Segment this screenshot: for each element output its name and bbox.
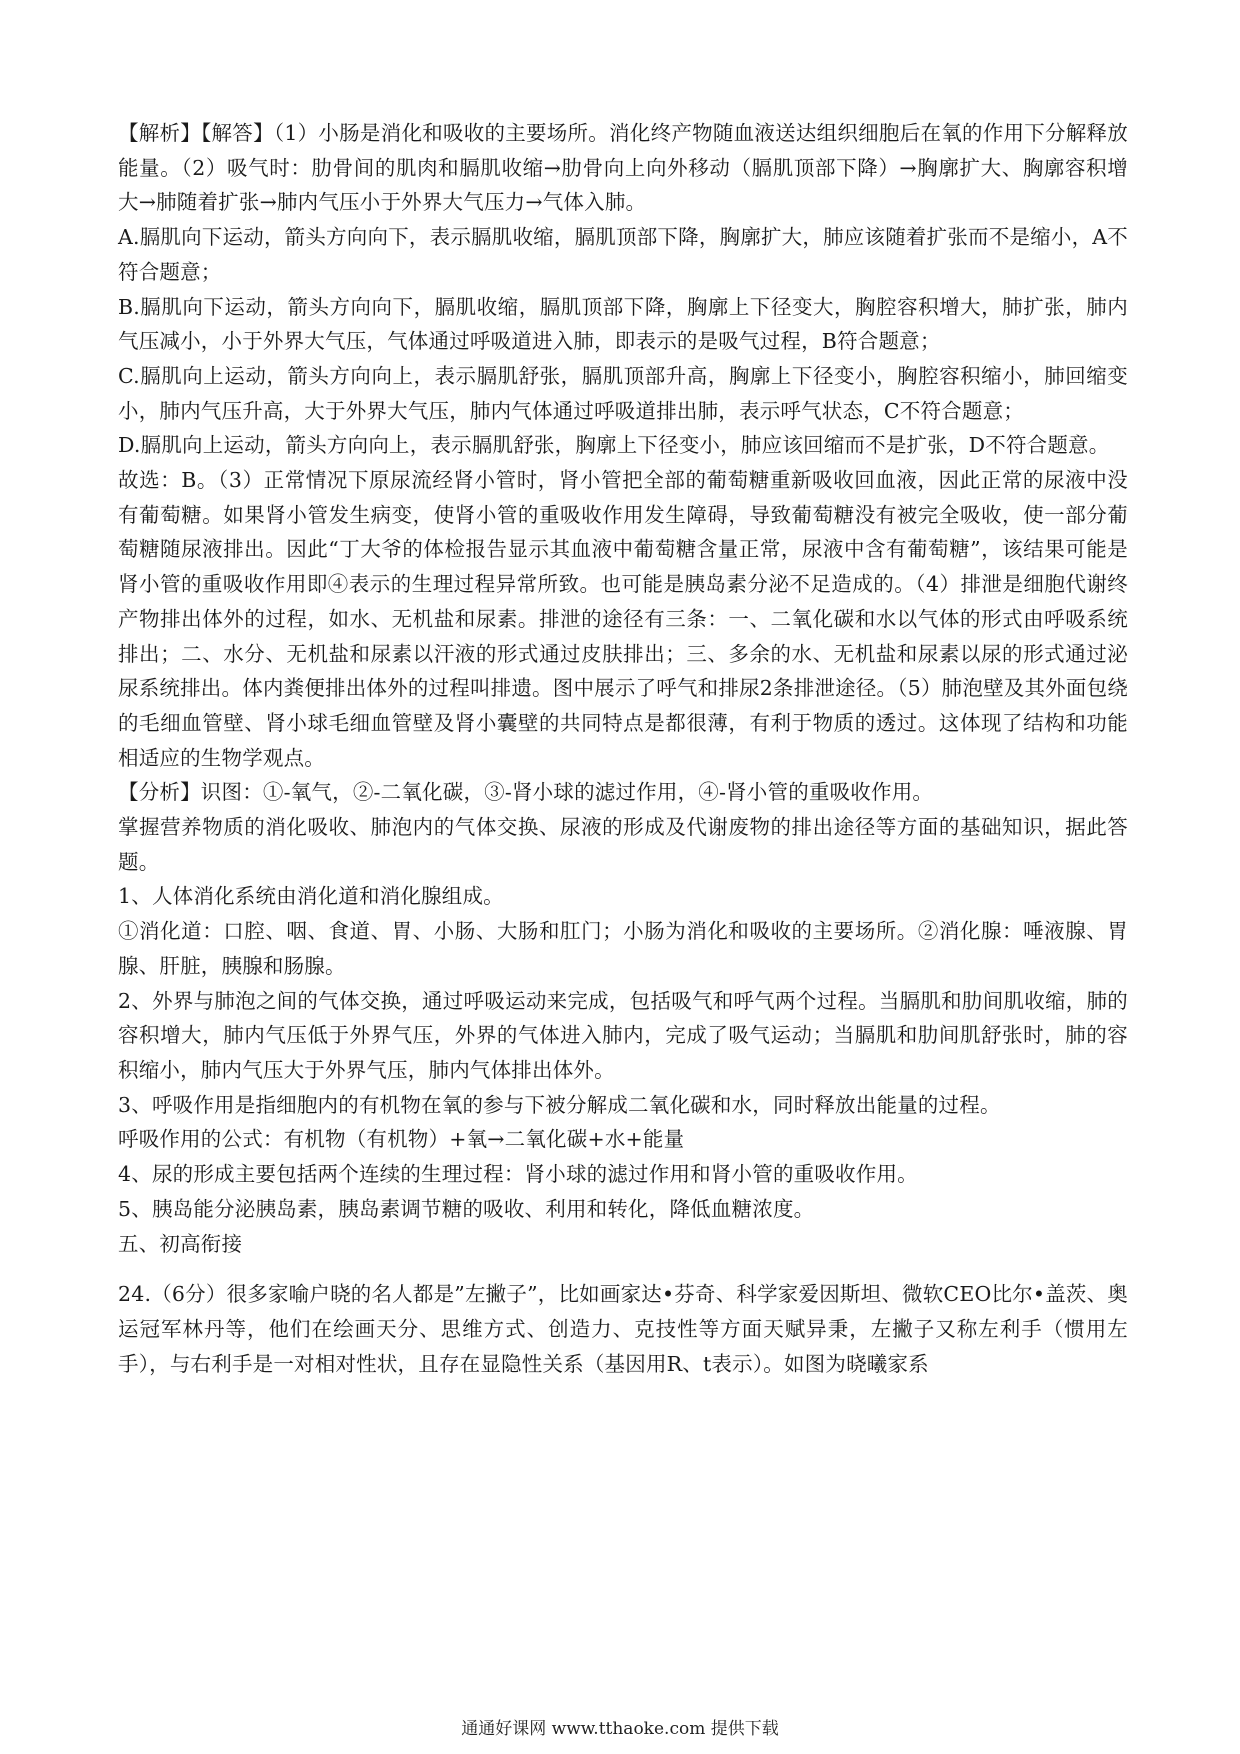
analysis-summary: 掌握营养物质的消化吸收、肺泡内的气体交换、尿液的形成及代谢废物的排出途径等方面的基础知识，据此答题。 (118, 815, 1128, 874)
analysis-diagram-key: 【分析】识图：①-氧气，②-二氧化碳，③-肾小球的滤过作用，④-肾小管的重吸收作用。 (118, 780, 934, 805)
option-d-explanation: D.膈肌向上运动，箭头方向向上，表示膈肌舒张，胸廓上下径变小，肺应该回缩而不是扩张，D不符合题意。 (118, 433, 1110, 458)
option-a-explanation: A.膈肌向下运动，箭头方向向下，表示膈肌收缩，膈肌顶部下降，胸廓扩大，肺应该随着扩张而不是缩小，A不符合题意； (118, 225, 1128, 284)
section-spacer (118, 1261, 1128, 1277)
section-heading: 五、初高衔接 (118, 1231, 243, 1256)
option-c-explanation: C.膈肌向上运动，箭头方向向上，表示膈肌舒张，膈肌顶部升高，胸廓上下径变小，胸腔容积缩小，肺回缩变小，肺内气压升高，大于外界大气压，肺内气体通过呼吸道排出肺，表示呼气状态，C不符合题意； (118, 363, 1128, 423)
knowledge-point-4: 4、尿的形成主要包括两个连续的生理过程：肾小球的滤过作用和肾小管的重吸收作用。 (118, 1162, 918, 1187)
option-b-explanation: B.膈肌向下运动，箭头方向向下，膈肌收缩，膈肌顶部下降，胸廓上下径变大，胸腔容积增大，肺扩张，肺内气压减小，小于外界大气压，气体通过呼吸道进入肺，即表示的是吸气过程，B符合题意； (118, 294, 1128, 354)
knowledge-point-1: 1、人体消化系统由消化道和消化腺组成。 (118, 884, 504, 909)
question-24: 24.（6分）很多家喻户晓的名人都是”左撇子”，比如画家达•芬奇、科学家爱因斯坦、微软CEO比尔•盖茨、奥运冠军林丹等，他们在绘画天分、思维方式、创造力、克技性等方面天赋异秉，左撇子又称左利手（惯用左手），与右利手是一对相对性状，且存在显隐性关系（基因用R、t表示）。如图为晓曦家系 (118, 1282, 1128, 1376)
knowledge-point-3: 3、呼吸作用是指细胞内的有机物在氧的参与下被分解成二氧化碳和水，同时释放出能量的过程。 (118, 1092, 1001, 1117)
knowledge-point-2: 2、外界与肺泡之间的气体交换，通过呼吸运动来完成，包括吸气和呼气两个过程。当膈肌和肋间肌收缩，肺的容积增大，肺内气压低于外界气压，外界的气体进入肺内，完成了吸气运动；当膈肌和肋间肌舒张时，肺的容积缩小，肺内气压大于外界气压，肺内气体排出体外。 (118, 988, 1128, 1082)
answer-paragraph: 故选：B。（3）正常情况下原尿流经肾小管时，肾小管把全部的葡萄糖重新吸收回血液，因此正常的尿液中没有葡萄糖。如果肾小管发生病变，使肾小管的重吸收作用发生障碍，导致葡萄糖没有被完全吸收，使一部分葡萄糖随尿液排出。因此“丁大爷的体检报告显示其血液中葡萄糖含量正常，尿液中含有葡萄糖”，该结果可能是肾小管的重吸收作用即④表示的生理过程异常所致。也可能是胰岛素分泌不足造成的。（4）排泄是细胞代谢终产物排出体外的过程，如水、无机盐和尿素。排泄的途径有三条：一、二氧化碳和水以气体的形式由呼吸系统排出；二、水分、无机盐和尿素以汗液的形式通过皮肤排出；三、多余的水、无机盐和尿素以尿的形式通过泌尿系统排出。体内粪便排出体外的过程叫排遗。图中展示了呼气和排尿2条排泄途径。（5）肺泡壁及其外面包绕的毛细血管壁、肾小球毛细血管壁及肾小囊壁的共同特点是都很薄，有利于物质的透过。这体现了结构和功能相适应的生物学观点。 (118, 468, 1128, 770)
knowledge-point-5: 5、胰岛能分泌胰岛素，胰岛素调节糖的吸收、利用和转化，降低血糖浓度。 (118, 1196, 815, 1221)
document-body (118, 116, 1128, 1381)
knowledge-point-1-detail: ①消化道：口腔、咽、食道、胃、小肠、大肠和肛门；小肠为消化和吸收的主要场所。②消化腺：唾液腺、胃腺、肝脏，胰腺和肠腺。 (118, 919, 1128, 978)
respiration-formula: 呼吸作用的公式：有机物（有机物）+氧→二氧化碳+水+能量 (118, 1127, 685, 1152)
page-footer: 通通好课网 www.tthaoke.com 提供下载 (461, 1719, 779, 1739)
analysis-paragraph: 【解析】【解答】（1）小肠是消化和吸收的主要场所。消化终产物随血液送达组织细胞后在氧的作用下分解释放能量。（2）吸气时：肋骨间的肌肉和膈肌收缩→肋骨向上向外移动（膈肌顶部下降）→胸廓扩大、胸廓容积增大→肺随着扩张→肺内气压小于外界大气压力→气体入肺。 (118, 121, 1128, 215)
